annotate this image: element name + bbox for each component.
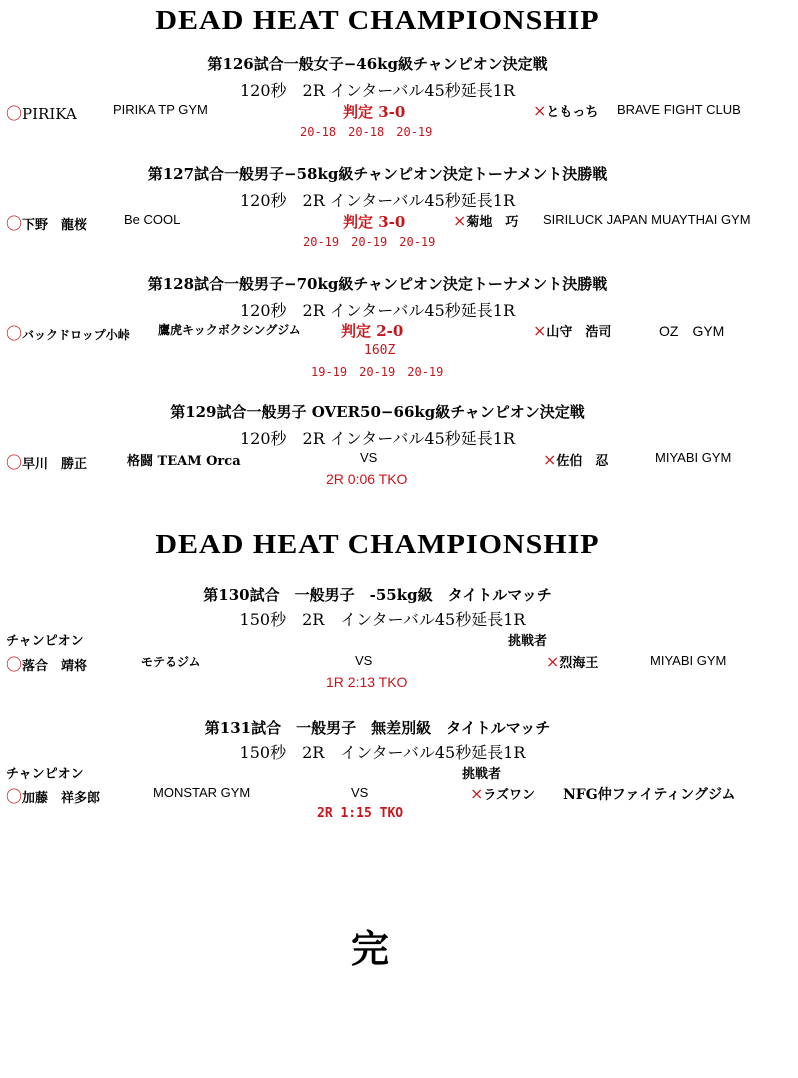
winner-mark: 〇	[6, 104, 23, 123]
winner	[6, 450, 87, 473]
bout-rules: 120秒 2R インターバル45秒延長1R	[240, 429, 515, 448]
winner-name: PIRIKA	[22, 105, 77, 123]
winner-gym: Be COOL	[124, 212, 181, 227]
winner-name: 早川 勝正	[22, 457, 88, 472]
loser-mark: ×	[453, 211, 467, 230]
winner-name: 落合 靖将	[22, 659, 88, 674]
bout-heading: 第126試合一般女子−46kg級チャンピオン決定戦	[207, 55, 548, 73]
judge-scores: 20-19 20-19 20-19	[303, 235, 436, 249]
section-title: DEAD HEAT CHAMPIONSHIP	[155, 5, 600, 36]
loser-name: ともっち	[546, 105, 599, 120]
loser-gym: MIYABI GYM	[655, 450, 732, 465]
bout-rules: 120秒 2R インターバル45秒延長1R	[240, 191, 515, 210]
winner-gym: 格闘 TEAM Orca	[127, 454, 241, 469]
loser	[533, 101, 598, 120]
loser-name: 菊地 巧	[466, 215, 519, 230]
loser-name: 佐伯 忍	[556, 454, 609, 469]
judge-scores: 19-19 20-19 20-19	[311, 365, 444, 379]
loser-mark: ×	[533, 321, 547, 340]
loser	[546, 652, 598, 671]
result: 2R 1:15 TKO	[317, 806, 404, 821]
loser-gym: OZ GYM	[659, 323, 725, 339]
judge-scores: 20-18 20-18 20-19	[300, 125, 433, 139]
loser-name: 山守 浩司	[546, 325, 612, 340]
winner-mark: 〇	[6, 453, 23, 472]
bout-heading: 第131試合 一般男子 無差別級 タイトルマッチ	[204, 719, 551, 737]
loser-gym: BRAVE FIGHT CLUB	[617, 102, 741, 117]
loser-gym: SIRILUCK JAPAN MUAYTHAI GYM	[543, 212, 751, 227]
challenger-label: 挑戦者	[462, 767, 502, 782]
winner-mark: 〇	[6, 214, 23, 233]
champion-label: チャンピオン	[6, 767, 84, 782]
result: 判定 2-0	[341, 322, 404, 340]
section-title: DEAD HEAT CHAMPIONSHIP	[155, 529, 600, 560]
bout-heading: 第127試合一般男子−58kg級チャンピオン決定トーナメント決勝戦	[147, 165, 608, 183]
winner-name: 下野 龍桜	[22, 218, 88, 233]
loser-name: ラズワン	[483, 788, 536, 803]
loser-mark: ×	[470, 784, 484, 803]
result: 2R 0:06 TKO	[326, 471, 408, 487]
winner	[6, 211, 87, 234]
winner	[6, 321, 130, 344]
vs-label: VS	[355, 653, 373, 668]
winner-gym: モテるジム	[141, 655, 201, 669]
winner-gym: 鷹虎キックボクシングジム	[158, 323, 301, 337]
loser-mark: ×	[533, 101, 547, 120]
loser	[470, 784, 535, 803]
winner-mark: 〇	[6, 787, 23, 806]
loser-name: 烈海王	[559, 656, 599, 671]
bout-heading: 第129試合一般男子 OVER50−66kg級チャンピオン決定戦	[170, 403, 585, 421]
winner-mark: 〇	[6, 324, 23, 343]
bout-rules: 150秒 2R インターバル45秒延長1R	[239, 610, 526, 629]
winner-name: バックドロップ小峠	[22, 328, 130, 342]
champion-label: チャンピオン	[6, 634, 84, 649]
winner	[6, 101, 77, 124]
bout-rules: 150秒 2R インターバル45秒延長1R	[239, 743, 526, 762]
bout-heading: 第130試合 一般男子 -55kg級 タイトルマッチ	[203, 586, 552, 604]
loser	[543, 450, 608, 469]
result: 判定 3-0	[343, 213, 406, 231]
winner-name: 加藤 祥多郎	[22, 791, 101, 806]
note: 160Z	[364, 343, 396, 358]
loser	[533, 321, 611, 340]
loser	[453, 211, 518, 230]
loser-gym: MIYABI GYM	[650, 653, 727, 668]
challenger-label: 挑戦者	[508, 634, 548, 649]
winner	[6, 652, 87, 675]
loser-mark: ×	[543, 450, 557, 469]
winner-gym: PIRIKA TP GYM	[113, 102, 208, 117]
winner	[6, 784, 100, 807]
result: 判定 3-0	[343, 103, 406, 121]
bout-rules: 120秒 2R インターバル45秒延長1R	[240, 81, 515, 100]
loser-gym: NFG仲ファイティングジム	[563, 787, 736, 803]
winner-mark: 〇	[6, 655, 23, 674]
end-mark: 完	[350, 926, 389, 971]
vs-label: VS	[351, 785, 369, 800]
result: 1R 2:13 TKO	[326, 674, 408, 690]
loser-mark: ×	[546, 652, 560, 671]
winner-gym: MONSTAR GYM	[153, 785, 251, 800]
bout-heading: 第128試合一般男子−70kg級チャンピオン決定トーナメント決勝戦	[147, 275, 608, 293]
vs-label: VS	[360, 450, 378, 465]
bout-rules: 120秒 2R インターバル45秒延長1R	[240, 301, 515, 320]
